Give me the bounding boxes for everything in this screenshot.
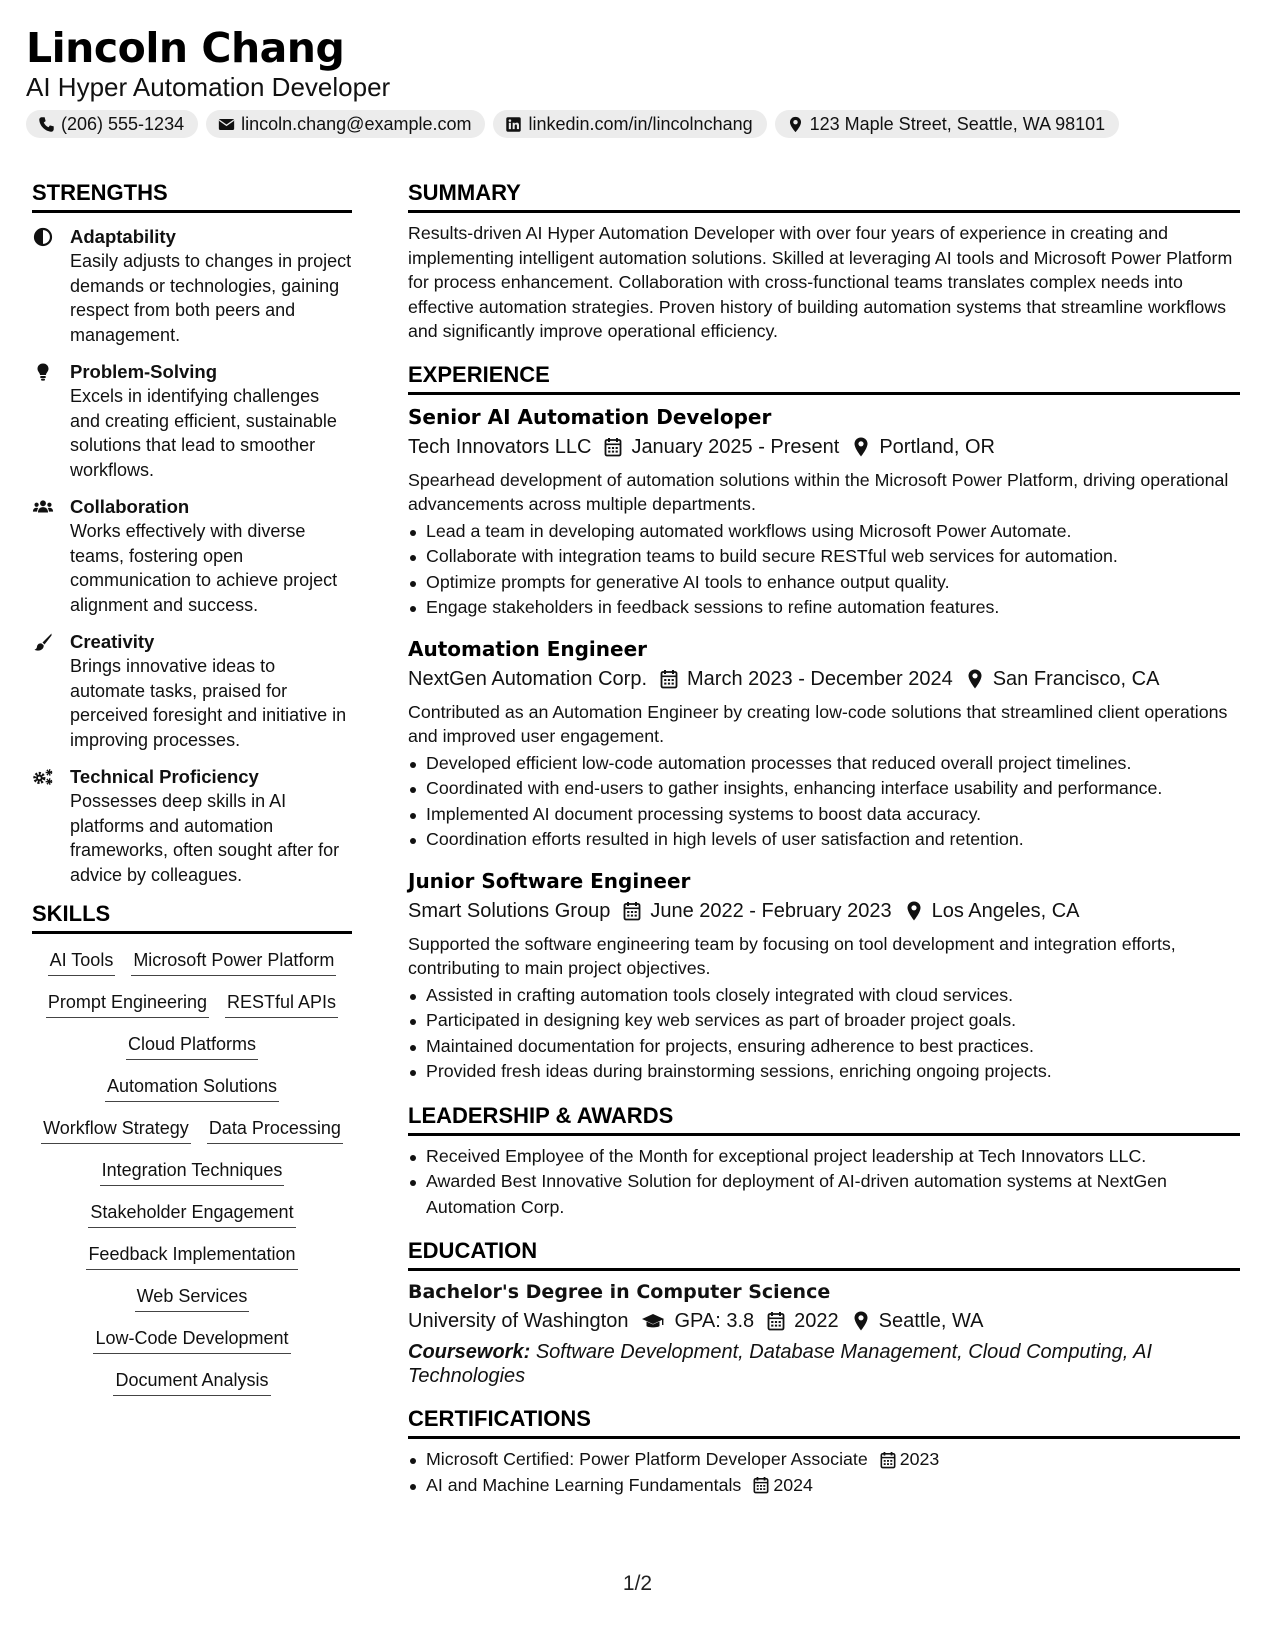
strengths-heading: STRENGTHS xyxy=(32,180,352,213)
calendar-icon xyxy=(623,901,641,921)
certification-year: 2024 xyxy=(773,1474,813,1495)
bullet-item: Lead a team in developing automated workflows using Microsoft Power Automate. xyxy=(408,519,1240,545)
graduation-cap-icon xyxy=(641,1311,665,1331)
calendar-icon xyxy=(660,669,678,689)
skills-heading: SKILLS xyxy=(32,901,352,934)
contact-linkedin[interactable] xyxy=(493,110,766,138)
certification-year: 2023 xyxy=(899,1449,940,1469)
strength-desc: Possesses deep skills in AI platforms and automation frameworks, often sought after for advice by colleagues. xyxy=(70,791,340,885)
skill-tag: Prompt Engineering xyxy=(46,990,209,1018)
calendar-icon xyxy=(880,1451,896,1469)
strength-item xyxy=(32,495,352,617)
bullet-item: Participated in designing key web services as part of broader project goals. xyxy=(408,1008,1240,1034)
graduation-year: 2022 xyxy=(794,1310,839,1332)
education-heading: EDUCATION xyxy=(408,1238,1240,1271)
strength-item xyxy=(32,630,352,752)
degree-title: Bachelor's Degree in Computer Science xyxy=(408,1281,831,1303)
contact-bar xyxy=(26,110,1246,138)
summary-section xyxy=(408,180,1240,344)
education-section xyxy=(408,1238,1240,1388)
linkedin-text: linkedin.com/in/lincolnchang xyxy=(528,113,753,134)
gpa: GPA: 3.8 xyxy=(674,1310,755,1332)
certifications-list xyxy=(408,1447,1240,1498)
gears-icon xyxy=(32,767,54,787)
job-description: Spearhead development of automation solutions within the Microsoft Power Platform, driving operational advancements across multiple departments. xyxy=(408,469,1229,514)
coursework xyxy=(408,1340,1240,1388)
right-column xyxy=(408,180,1240,1498)
skill-tag: Web Services xyxy=(135,1284,250,1312)
job-description: Contributed as an Automation Engineer by creating low-code solutions that streamlined client operations and improved user engagement. xyxy=(408,701,1228,746)
job-company: Smart Solutions Group xyxy=(408,899,611,922)
candidate-title: AI Hyper Automation Developer xyxy=(26,72,391,102)
strength-desc: Brings innovative ideas to automate tasks, praised for perceived foresight and initiative in improving processes. xyxy=(70,656,347,750)
job-entry xyxy=(408,867,1240,1085)
job-entry xyxy=(408,403,1240,621)
calendar-icon xyxy=(753,1476,769,1494)
job-title: Senior AI Automation Developer xyxy=(408,404,772,429)
bullet-item: Maintained documentation for projects, ensuring adherence to best practices. xyxy=(408,1034,1240,1060)
skill-tag: Microsoft Power Platform xyxy=(131,948,336,976)
job-dates: June 2022 - February 2023 xyxy=(650,899,892,922)
email-text: lincoln.chang@example.com xyxy=(241,113,472,134)
bullet-item: Collaborate with integration teams to build secure RESTful web services for automation. xyxy=(408,544,1240,570)
school-name: University of Washington xyxy=(408,1310,629,1332)
half-circle-icon xyxy=(32,227,54,247)
bullet-item: Received Employee of the Month for exceptional project leadership at Tech Innovators LLC. xyxy=(408,1144,1240,1170)
job-meta xyxy=(408,664,1240,694)
bullet-item: Coordinated with end-users to gather insights, enhancing interface usability and performance. xyxy=(408,776,1240,802)
strength-desc: Works effectively with diverse teams, fostering open communication to achieve project alignment and success. xyxy=(70,521,338,615)
job-bullets xyxy=(408,519,1240,621)
certification-name: AI and Machine Learning Fundamentals xyxy=(426,1474,742,1495)
map-pin-icon xyxy=(966,669,984,689)
job-company: NextGen Automation Corp. xyxy=(408,667,648,690)
school-location: Seattle, WA xyxy=(878,1310,984,1332)
paintbrush-icon xyxy=(32,632,54,652)
bullet-item: Developed efficient low-code automation processes that reduced overall project timelines. xyxy=(408,751,1240,777)
strength-item xyxy=(32,765,352,887)
leadership-section xyxy=(408,1103,1240,1221)
leadership-heading: LEADERSHIP & AWARDS xyxy=(408,1103,1240,1136)
map-pin-icon xyxy=(905,901,923,921)
skill-tag: Data Processing xyxy=(207,1116,343,1144)
map-pin-icon xyxy=(787,116,804,133)
job-company: Tech Innovators LLC xyxy=(408,435,592,458)
job-bullets xyxy=(408,983,1240,1085)
strength-name: Adaptability xyxy=(70,226,176,247)
coursework-label: Coursework: xyxy=(408,1341,531,1363)
job-entry xyxy=(408,635,1240,853)
address-text: 123 Maple Street, Seattle, WA 98101 xyxy=(809,113,1106,134)
strength-name: Problem-Solving xyxy=(70,361,217,382)
job-meta xyxy=(408,432,1240,462)
skill-tag: RESTful APIs xyxy=(225,990,338,1018)
certification-item xyxy=(408,1447,1240,1473)
contact-address[interactable] xyxy=(775,110,1120,138)
coursework-list: Software Development, Database Management, Cloud Computing, AI Technologies xyxy=(408,1341,1153,1387)
skill-tag: Document Analysis xyxy=(113,1368,270,1396)
job-meta xyxy=(408,896,1240,926)
summary-text: Results-driven AI Hyper Automation Developer with over four years of experience in creating and implementing intelligent automation solutions. Skilled at leveraging AI tools and Microsoft Power Platform for process enhancement. Collaboration with cross-functional teams translates complex needs into effective automation strategies. Proven history of building automation systems that streamline workflows and significantly improve operational efficiency. xyxy=(408,223,1233,341)
bullet-item: Implemented AI document processing systems to boost data accuracy. xyxy=(408,802,1240,828)
bullet-item: Optimize prompts for generative AI tools to enhance output quality. xyxy=(408,570,1240,596)
linkedin-icon xyxy=(505,116,522,133)
experience-section xyxy=(408,362,1240,1085)
envelope-icon xyxy=(218,116,235,133)
skill-tag: Integration Techniques xyxy=(100,1158,285,1186)
strength-name: Collaboration xyxy=(70,496,190,517)
strength-name: Creativity xyxy=(70,631,155,652)
phone-icon xyxy=(38,116,55,133)
skill-tag: Workflow Strategy xyxy=(41,1116,191,1144)
bullet-item: Awarded Best Innovative Solution for deployment of AI-driven automation systems at NextGen Automation Corp. xyxy=(408,1169,1240,1220)
certifications-heading: CERTIFICATIONS xyxy=(408,1406,1240,1439)
map-pin-icon xyxy=(852,437,870,457)
bullet-item: Assisted in crafting automation tools closely integrated with cloud services. xyxy=(408,983,1240,1009)
lightbulb-icon xyxy=(32,362,54,382)
job-dates: March 2023 - December 2024 xyxy=(687,667,953,690)
job-location: Los Angeles, CA xyxy=(931,899,1080,922)
certification-name: Microsoft Certified: Power Platform Developer Associate xyxy=(426,1449,868,1469)
education-meta xyxy=(408,1306,1240,1336)
skill-tag: Cloud Platforms xyxy=(126,1032,258,1060)
skill-tag: Feedback Implementation xyxy=(86,1242,297,1270)
strengths-section xyxy=(32,180,352,887)
job-location: San Francisco, CA xyxy=(992,667,1160,690)
bullet-item: Provided fresh ideas during brainstorming sessions, enriching ongoing projects. xyxy=(408,1059,1240,1085)
contact-email[interactable] xyxy=(206,110,485,138)
job-dates: January 2025 - Present xyxy=(631,435,840,458)
strength-item xyxy=(32,360,352,482)
skill-tag: Stakeholder Engagement xyxy=(88,1200,295,1228)
bullet-item: Coordination efforts resulted in high levels of user satisfaction and retention. xyxy=(408,827,1240,853)
skill-tag: Automation Solutions xyxy=(105,1074,279,1102)
left-column xyxy=(32,180,352,1396)
users-icon xyxy=(32,497,54,517)
strength-desc: Easily adjusts to changes in project demands or technologies, gaining respect from both peers and management. xyxy=(70,251,352,345)
strength-item xyxy=(32,225,352,347)
skills-section xyxy=(32,901,352,1396)
phone-text: (206) 555-1234 xyxy=(61,113,185,134)
strength-desc: Excels in identifying challenges and creating efficient, sustainable solutions that lead to smoother workflows. xyxy=(70,386,337,480)
calendar-icon xyxy=(604,437,622,457)
page-number: 1/2 xyxy=(622,1572,653,1595)
skill-tag: AI Tools xyxy=(48,948,116,976)
job-title: Automation Engineer xyxy=(408,636,648,661)
skills-list xyxy=(32,948,352,1396)
summary-heading: SUMMARY xyxy=(408,180,1240,213)
strength-name: Technical Proficiency xyxy=(70,766,259,787)
calendar-icon xyxy=(767,1311,785,1331)
contact-phone[interactable] xyxy=(26,110,198,138)
candidate-name: Lincoln Chang xyxy=(26,24,345,72)
job-title: Junior Software Engineer xyxy=(408,868,691,893)
job-bullets xyxy=(408,751,1240,853)
job-location: Portland, OR xyxy=(879,435,995,458)
map-pin-icon xyxy=(852,1311,870,1331)
skill-tag: Low-Code Development xyxy=(93,1326,290,1354)
experience-heading: EXPERIENCE xyxy=(408,362,1240,395)
resume-header xyxy=(26,22,1246,138)
leadership-list xyxy=(408,1144,1240,1221)
bullet-item: Engage stakeholders in feedback sessions to refine automation features. xyxy=(408,595,1240,621)
certification-item xyxy=(408,1473,1240,1499)
job-description: Supported the software engineering team by focusing on tool development and integration efforts, contributing to main project objectives. xyxy=(408,933,1176,978)
certifications-section xyxy=(408,1406,1240,1498)
